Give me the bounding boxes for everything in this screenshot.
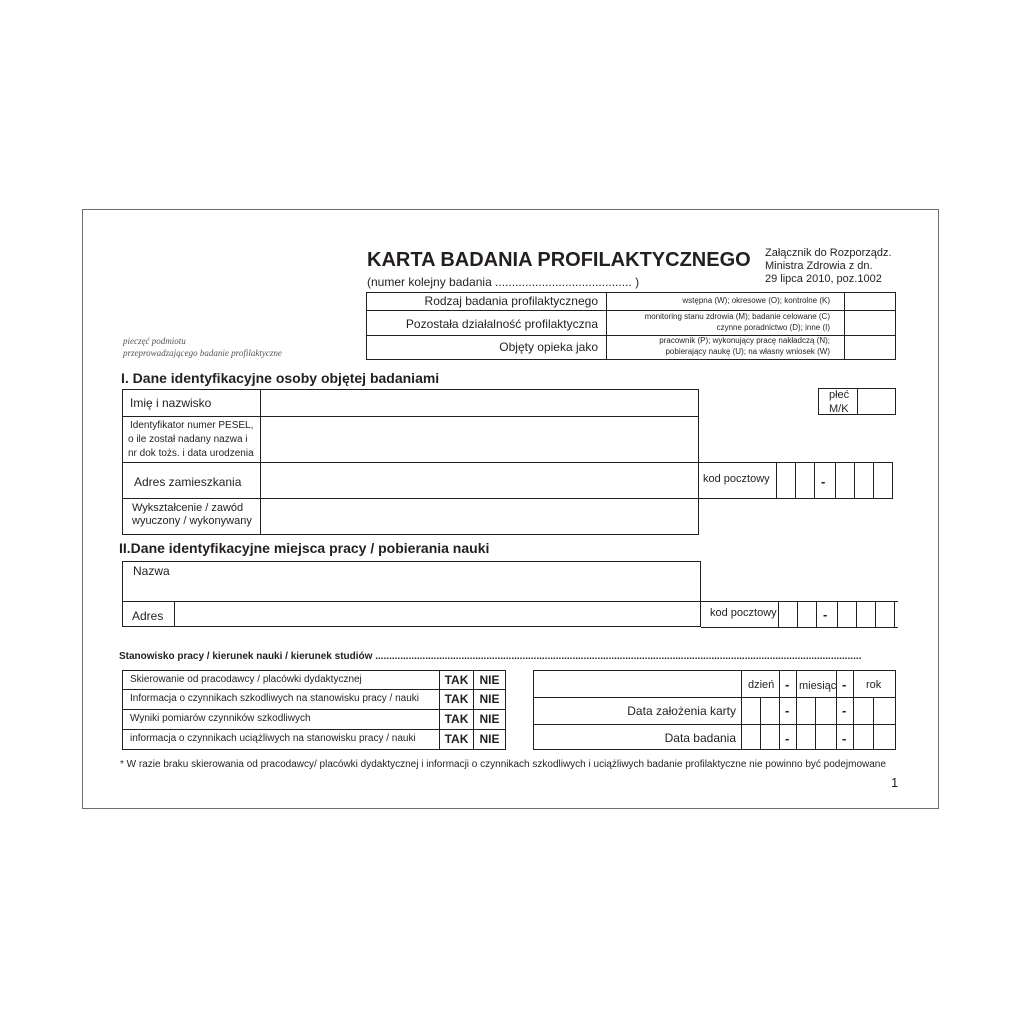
card-date-label: Data założenia karty [627,704,736,718]
page-number: 1 [891,775,899,790]
address-label: Adres zamieszkania [134,475,242,489]
workplace-address-label: Adres [132,609,164,623]
sex-label-1: płeć [829,389,850,401]
education-field[interactable] [262,500,697,534]
exam-type-label: Rodzaj badania profilaktycznego [424,294,598,308]
postal-code-label-2: kod pocztowy [710,607,777,619]
other-activity-label: Pozostała działalność profilaktyczna [405,317,598,331]
education-label-1: Wykształcenie / zawód [132,502,244,514]
referral-row-3-label: Wyniki pomiarów czynników szkodliwych [130,713,311,724]
postal-code-field-2[interactable] [779,602,894,626]
referral-row-1-yes[interactable]: TAK [444,673,469,687]
annex-line-3: 29 lipca 2010, poz.1002 [765,273,882,285]
sex-label-2: M/K [829,403,849,415]
year-label: rok [866,679,882,691]
id-label-1: Identyfikator numer PESEL, [130,420,254,431]
name-label: Imię i nazwisko [130,396,212,410]
exam-date-field[interactable] [742,725,895,749]
exam-number-line: (numer kolejny badania ......................................... ) [367,275,640,289]
date-header-dash-1: - [785,677,790,692]
stamp-label-2: przeprowadzającego badanie profilaktyczne [123,348,282,358]
referral-row-2-label: Informacja o czynnikach szkodliwych na stanowisku pracy / nauki [130,693,420,704]
referral-row-1-label: Skierowanie od pracodawcy / placówki dydaktycznej [130,674,362,685]
card-date-field[interactable] [742,698,895,723]
care-as-label: Objęty opieka jako [499,340,598,354]
position-line[interactable]: Stanowisko pracy / kierunek nauki / kierunek studiów ............................................................................................................................................................................... [119,651,862,662]
care-as-options-1: pracownik (P); wykonujący pracę nakładczą (N); [659,336,830,345]
postal-code-field-1[interactable] [777,463,892,497]
referral-row-1-no[interactable]: NIE [479,673,500,687]
form-title: KARTA BADANIA PROFILAKTYCZNEGO [367,249,751,271]
referral-row-4-no[interactable]: NIE [479,732,500,746]
exam-type-options: wstępna (W); okresowe (O); kontrolne (K) [682,296,830,305]
id-label-3: nr dok tożs. i data urodzenia [128,448,254,459]
referral-row-4-label: informacja o czynnikach uciążliwych na stanowisku pracy / nauki [130,733,416,744]
section-1-title: I. Dane identyfikacyjne osoby objętej badaniami [121,370,440,386]
referral-row-2-no[interactable]: NIE [479,692,500,706]
exam-date-dash-2: - [842,731,847,746]
postal-dash-2: - [823,607,828,622]
stamp-label-1: pieczęć podmiotu [123,336,186,346]
exam-type-field[interactable] [845,293,895,310]
workplace-address-field[interactable] [176,603,699,626]
month-label: miesiąc [799,680,837,692]
education-label-2: wyuczony / wykonywany [132,515,252,527]
care-as-options-2: pobierający naukę (U); na własny wniosek (W) [665,347,830,356]
card-date-dash-1: - [785,703,790,718]
id-label-2: o ile został nadany nazwa i [128,434,248,445]
workplace-name-field[interactable] [180,563,698,600]
workplace-name-label: Nazwa [133,564,170,578]
sex-field[interactable] [858,389,895,414]
date-header-dash-2: - [842,677,847,692]
other-activity-options-2: czynne poradnictwo (D); inne (I) [716,323,830,332]
referral-row-3-yes[interactable]: TAK [444,712,469,726]
exam-date-dash-1: - [785,731,790,746]
care-as-field[interactable] [845,336,895,359]
annex-line-2: Ministra Zdrowia z dn. [765,260,873,272]
postal-code-label-1: kod pocztowy [703,473,770,485]
exam-date-label: Data badania [664,731,736,745]
referral-row-4-yes[interactable]: TAK [444,732,469,746]
pesel-field[interactable] [262,418,697,461]
referral-row-3-no[interactable]: NIE [479,712,500,726]
other-activity-options-1: monitoring stanu zdrowia (M); badanie celowane (C) [644,312,830,321]
other-activity-field[interactable] [845,311,895,335]
postal-dash-1: - [821,474,826,489]
day-label: dzień [748,679,775,691]
footnote: * W razie braku skierowania od pracodawcy/ placówki dydaktycznej i informacji o czynnikach szkodliwych i uciążliwych badanie profilaktyczne nie powinno być podejmowane [120,759,886,770]
name-field[interactable] [262,391,697,415]
address-field[interactable] [262,464,697,497]
card-date-dash-2: - [842,703,847,718]
annex-line-1: Załącznik do Rozporządz. [765,247,892,259]
referral-row-2-yes[interactable]: TAK [444,692,469,706]
section-2-title: II.Dane identyfikacyjne miejsca pracy / pobierania nauki [119,540,490,556]
